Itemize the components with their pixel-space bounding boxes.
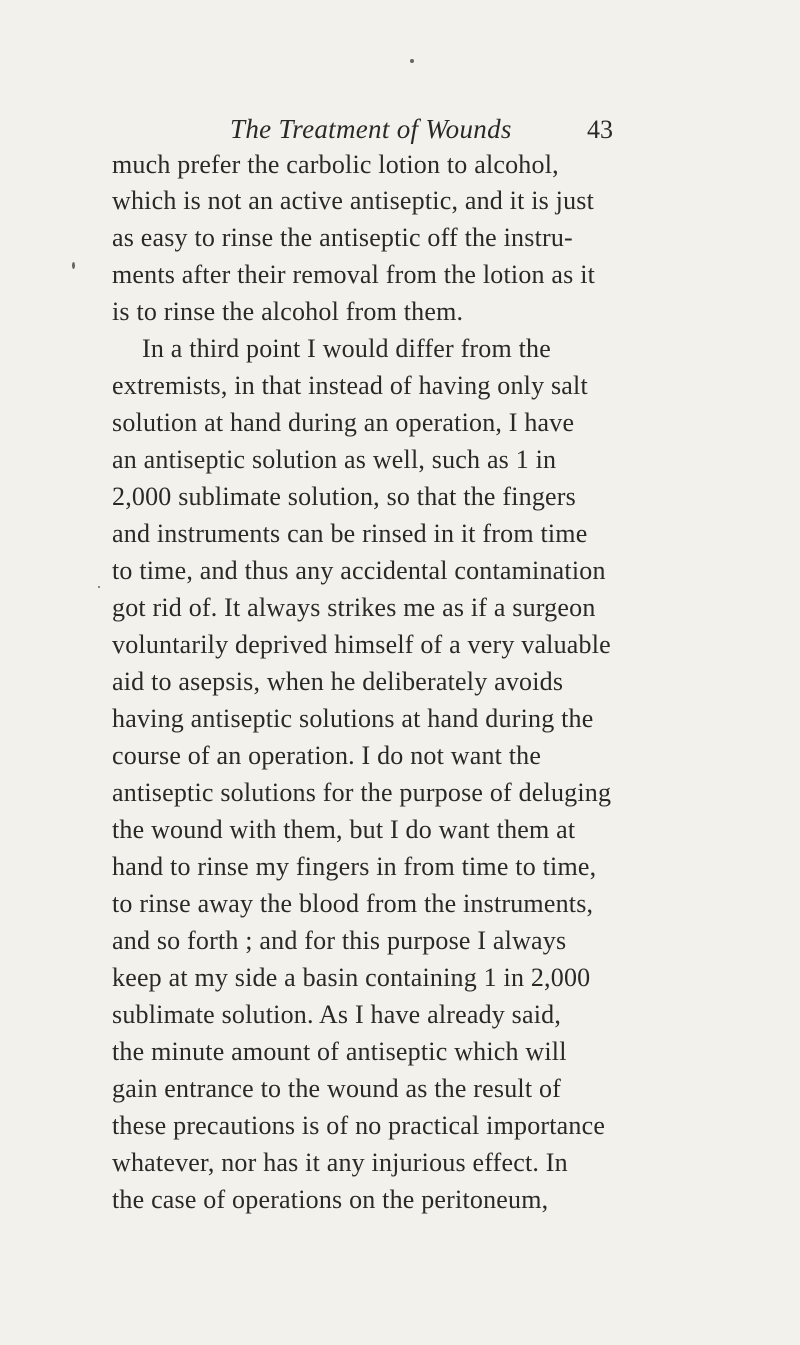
text-line-content: the case of operations on the peritoneum, [112,1185,549,1214]
text-line-content: ments after their removal from the lotion as it [112,260,596,289]
text-line-content: gain entrance to the wound as the result of [112,1074,562,1103]
text-line-content: the wound with them, but I do want them at [112,815,576,844]
text-line-content: and so forth ; and for this purpose I always [112,926,567,955]
paper-speck [410,59,414,63]
text-line-content: whatever, nor has it any injurious effect. In [112,1148,568,1177]
page-number: 43 [587,115,613,144]
paper-speck [98,586,100,588]
text-line-content: much prefer the carbolic lotion to alcohol, [112,150,559,179]
text-line-content: In a third point I would differ from the [142,334,551,363]
text-line-content: got rid of. It always strikes me as if a surgeon [112,593,596,622]
text-line-content: an antiseptic solution as well, such as 1 in [112,445,557,474]
text-line-content: is to rinse the alcohol from them. [112,297,464,326]
running-head: The Treatment of Wounds [230,114,512,144]
text-line-content: course of an operation. I do not want the [112,741,542,770]
text-line-content: having antiseptic solutions at hand during the [112,704,594,733]
paper-speck [72,262,75,269]
text-line-content: as easy to rinse the antiseptic off the instru- [112,223,573,252]
text-line-content: sublimate solution. As I have already said, [112,1000,562,1029]
text-line-content: the minute amount of antiseptic which will [112,1037,567,1066]
text-line-content: hand to rinse my fingers in from time to time, [112,852,597,881]
text-line-content: which is not an active antiseptic, and it is just [112,186,595,215]
text-line-content: voluntarily deprived himself of a very valuable [112,630,611,659]
text-line-content: to time, and thus any accidental contamination [112,556,606,585]
text-line-content: to rinse away the blood from the instruments, [112,889,594,918]
text-line-content: and instruments can be rinsed in it from time [112,519,588,548]
text-line-content: extremists, in that instead of having only salt [112,371,588,400]
text-line-content: solution at hand during an operation, I have [112,408,575,437]
text-line-content: aid to asepsis, when he deliberately avoids [112,667,564,696]
text-line-content: 2,000 sublimate solution, so that the fingers [112,482,576,511]
text-line-content: antiseptic solutions for the purpose of deluging [112,778,612,807]
text-line-content: keep at my side a basin containing 1 in 2,000 [112,963,591,992]
text-line-content: these precautions is of no practical importance [112,1111,606,1140]
page-header [0,112,800,152]
